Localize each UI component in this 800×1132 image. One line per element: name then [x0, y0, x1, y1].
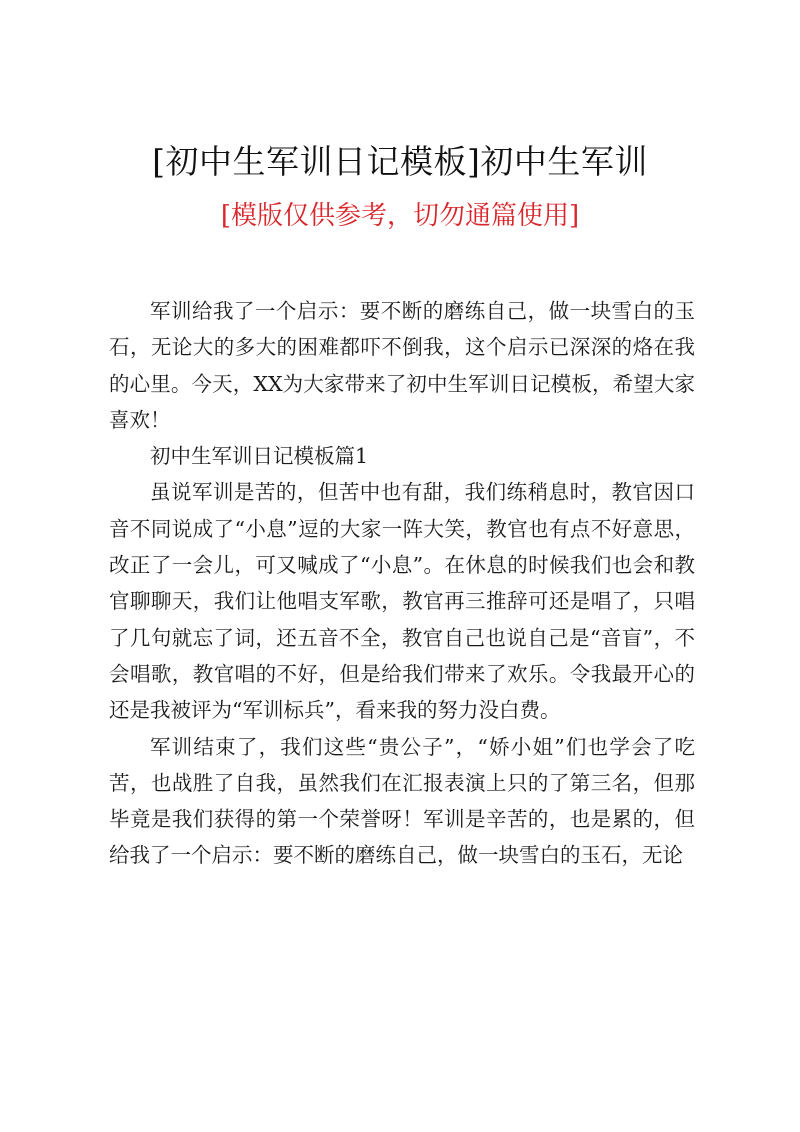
document-body	[109, 293, 695, 874]
intro-paragraph: 军训给我了一个启示：要不断的磨练自己，做一块雪白的玉石，无论大的多大的困难都吓不倒我，这个启示已深深的烙在我的心里。今天，XX为大家带来了初中生军训日记模板，希望大家喜欢！	[109, 299, 695, 432]
section-heading: 初中生军训日记模板篇1	[150, 444, 369, 469]
document-title: [初中生军训日记模板]初中生军训	[152, 142, 648, 181]
template-notice: [模版仅供参考，切勿通篇使用]	[220, 201, 580, 231]
body-paragraph: 军训结束了，我们这些“贵公子”，“娇小姐”们也学会了吃苦，也战胜了自我，虽然我们在汇报表演上只的了第三名，但那毕竟是我们获得的第一个荣誉呀！军训是辛苦的，也是累的，但给我了一个启示：要不断的磨练自己，做一块雪白的玉石，无论	[109, 734, 695, 868]
body-paragraph: 虽说军训是苦的，但苦中也有甜，我们练稍息时，教官因口音不同说成了“小息”逗的大家一阵大笑，教官也有点不好意思，改正了一会儿，可又喊成了“小息”。在休息的时候我们也会和教官聊聊天，我们让他唱支军歌，教官再三推辞可还是唱了，只唱了几句就忘了词，还五音不全，教官自己也说自己是“音盲”，不会唱歌，教官唱的不好，但是给我们带来了欢乐。令我最开心的还是我被评为“军训标兵”，看来我的努力没白费。	[109, 480, 695, 723]
